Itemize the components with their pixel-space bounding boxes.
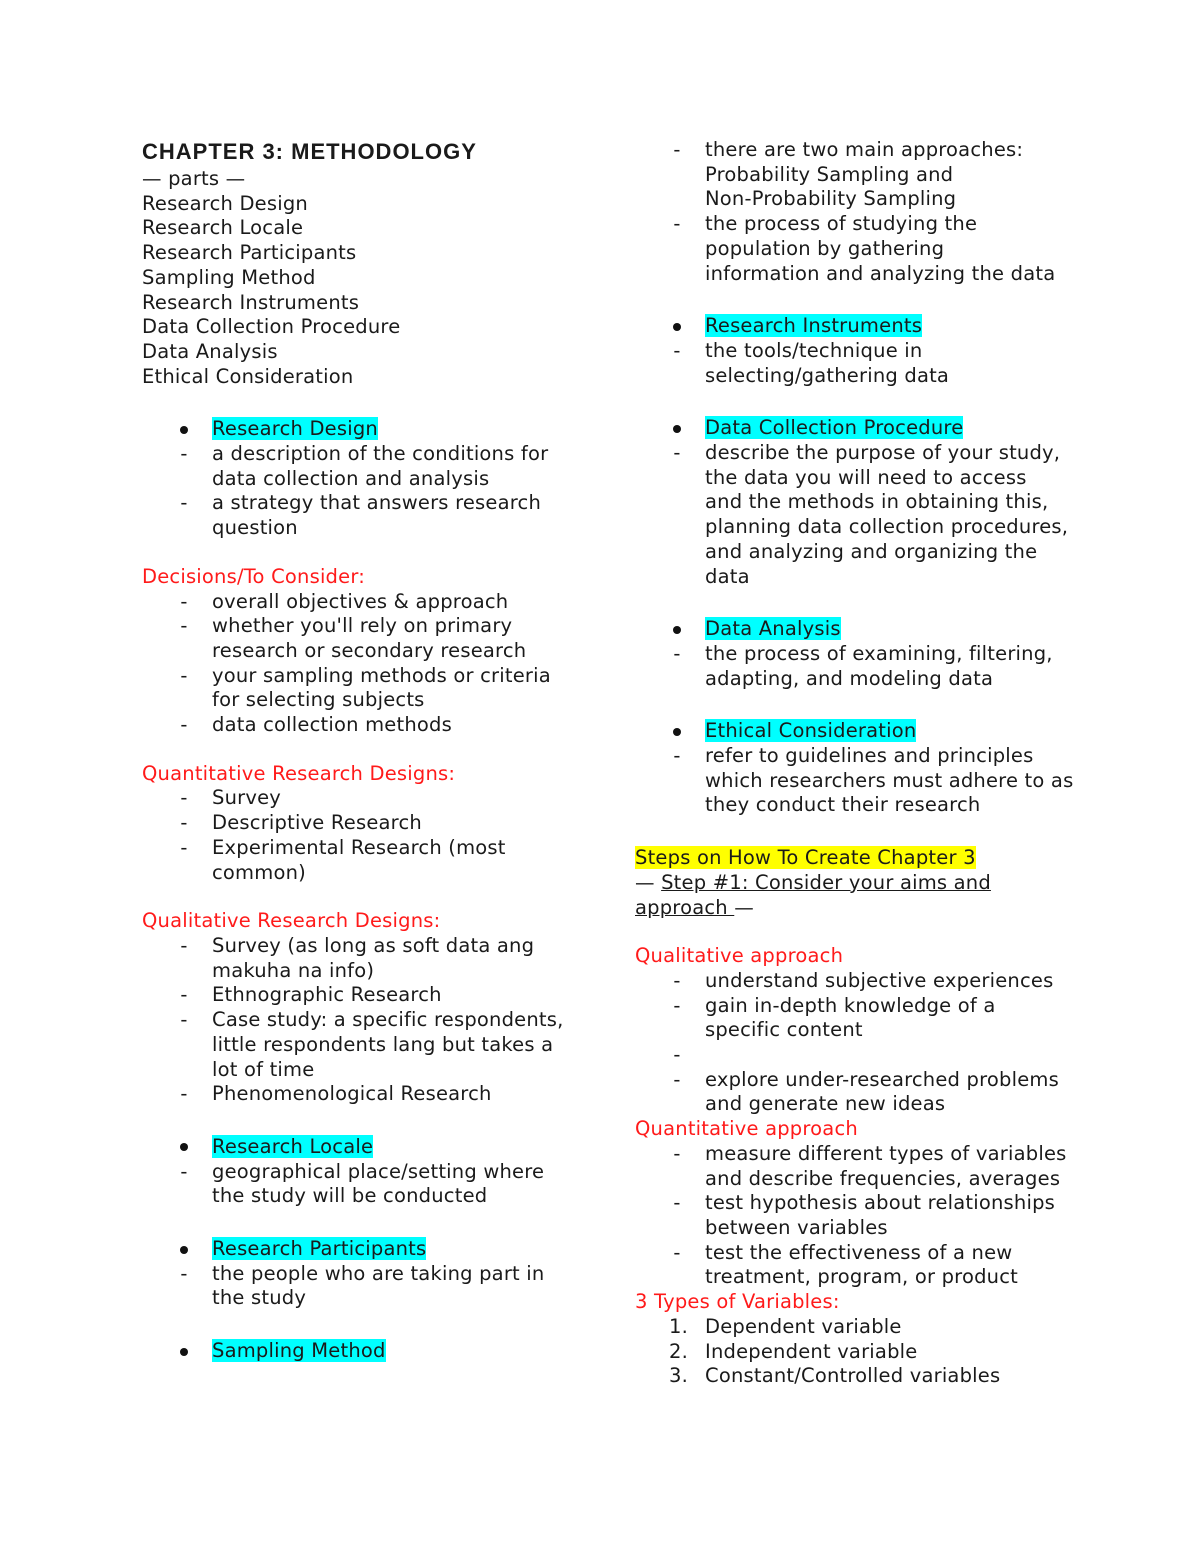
list-item-continuation: Probability Sampling and xyxy=(705,162,954,186)
part-item: Research Design xyxy=(142,191,308,215)
list-item: - whether you'll rely on primary xyxy=(180,614,513,638)
list-item-continuation: the study will be conducted xyxy=(212,1184,488,1208)
bullet-icon xyxy=(667,719,687,744)
list-item-continuation: makuha na info) xyxy=(212,958,375,982)
list-item: - a strategy that answers research xyxy=(180,491,542,515)
list-item-continuation: adapting, and modeling data xyxy=(705,666,994,690)
list-item: - the tools/technique in xyxy=(673,338,923,362)
list-item: - Ethnographic Research xyxy=(180,983,442,1007)
list-item-continuation: data xyxy=(705,564,750,588)
part-item: Sampling Method xyxy=(142,265,316,289)
list-item-continuation: selecting/gathering data xyxy=(705,363,950,387)
list-item-continuation: question xyxy=(212,516,298,540)
part-item: Ethical Consideration xyxy=(142,364,354,388)
right-column xyxy=(635,138,1075,1389)
list-item-continuation: which researchers must adhere to as xyxy=(705,768,1074,792)
list-item-continuation: the data you will need to access xyxy=(705,465,1027,489)
section-research-instruments xyxy=(635,314,1075,339)
part-item: Research Locale xyxy=(142,216,304,240)
list-item-continuation: for selecting subjects xyxy=(212,688,425,712)
section-data-analysis xyxy=(635,617,1075,642)
list-item: - geographical place/setting where xyxy=(180,1159,545,1183)
list-item: - the process of studying the xyxy=(673,212,978,236)
list-item: - Descriptive Research xyxy=(180,811,422,835)
list-item: - Phenomenological Research xyxy=(180,1082,492,1106)
variables-heading: 3 Types of Variables: xyxy=(635,1290,840,1314)
part-item: Research Instruments xyxy=(142,290,360,314)
list-item: - measure different types of variables xyxy=(673,1141,1067,1165)
section-research-design xyxy=(142,417,582,442)
list-item: - the process of examining, filtering, xyxy=(673,641,1053,665)
section-heading: Ethical Consideration xyxy=(705,719,917,743)
bullet-icon xyxy=(174,1339,194,1364)
decisions-heading: Decisions/To Consider: xyxy=(142,564,365,588)
list-item-continuation: treatment, program, or product xyxy=(705,1265,1019,1289)
list-item: - xyxy=(673,1043,681,1067)
section-ethical-consideration xyxy=(635,719,1075,744)
list-item: - explore under-researched problems xyxy=(673,1067,1059,1091)
list-item: - describe the purpose of your study, xyxy=(673,441,1061,465)
numbered-item: 2. Independent variable xyxy=(669,1339,918,1363)
part-item: Data Analysis xyxy=(142,339,278,363)
list-item: - Experimental Research (most xyxy=(180,835,506,859)
page-title: CHAPTER 3: METHODOLOGY xyxy=(142,139,477,164)
bullet-icon xyxy=(667,416,687,441)
list-item: - understand subjective experiences xyxy=(673,968,1054,992)
list-item: - test hypothesis about relationships xyxy=(673,1191,1056,1215)
section-heading: Data Analysis xyxy=(705,617,841,641)
qualitative-approach-heading: Qualitative approach xyxy=(635,944,844,968)
list-item: - Survey (as long as soft data ang xyxy=(180,933,535,957)
bullet-icon xyxy=(174,417,194,442)
section-research-participants xyxy=(142,1237,582,1262)
list-item: - Case study: a specific respondents, xyxy=(180,1008,564,1032)
list-item: - there are two main approaches: xyxy=(673,138,1024,161)
steps-heading-row xyxy=(635,846,1075,871)
bullet-icon xyxy=(667,314,687,339)
left-column xyxy=(142,138,582,1364)
list-item: - data collection methods xyxy=(180,713,452,737)
bullet-icon xyxy=(174,1237,194,1262)
step1-line: approach — xyxy=(635,895,754,919)
list-item: - a description of the conditions for xyxy=(180,442,549,466)
part-item: Research Participants xyxy=(142,241,357,265)
list-item-continuation: planning data collection procedures, xyxy=(705,515,1069,539)
section-heading: Research Locale xyxy=(212,1134,374,1158)
part-item: Data Collection Procedure xyxy=(142,315,401,339)
step1-line: — Step #1: Consider your aims and xyxy=(635,870,991,894)
section-heading: Research Design xyxy=(212,417,378,441)
bullet-icon xyxy=(667,617,687,642)
list-item: - Survey xyxy=(180,786,282,810)
list-item-continuation: Non-Probability Sampling xyxy=(705,187,957,211)
list-item: - overall objectives & approach xyxy=(180,589,509,613)
list-item: - gain in-depth knowledge of a xyxy=(673,993,996,1017)
section-sampling-method xyxy=(142,1339,582,1364)
numbered-item: 3. Constant/Controlled variables xyxy=(669,1364,1001,1388)
list-item-continuation: information and analyzing the data xyxy=(705,261,1056,285)
list-item: - your sampling methods or criteria xyxy=(180,663,551,687)
list-item-continuation: and the methods in obtaining this, xyxy=(705,490,1049,514)
list-item-continuation: and analyzing and organizing the xyxy=(705,539,1038,563)
list-item-continuation: little respondents lang but takes a xyxy=(212,1032,554,1056)
section-research-locale xyxy=(142,1135,582,1160)
list-item: - test the effectiveness of a new xyxy=(673,1240,1013,1264)
step1-text: Step #1: Consider your aims and xyxy=(661,870,991,894)
section-heading: Data Collection Procedure xyxy=(705,416,964,440)
list-item-continuation: specific content xyxy=(705,1018,863,1042)
list-item-continuation: population by gathering xyxy=(705,236,945,260)
list-item-continuation: data collection and analysis xyxy=(212,466,490,490)
list-item-continuation: research or secondary research xyxy=(212,638,527,662)
section-heading: Sampling Method xyxy=(212,1339,386,1363)
bullet-icon xyxy=(174,1135,194,1160)
steps-heading: Steps on How To Create Chapter 3 xyxy=(635,846,976,870)
list-item: - the people who are taking part in xyxy=(180,1261,545,1285)
list-item: - refer to guidelines and principles xyxy=(673,744,1034,768)
section-heading: Research Instruments xyxy=(705,314,923,338)
qualitative-designs-heading: Qualitative Research Designs: xyxy=(142,909,441,933)
list-item-continuation: and describe frequencies, averages xyxy=(705,1166,1061,1190)
quantitative-designs-heading: Quantitative Research Designs: xyxy=(142,761,456,785)
list-item-continuation: common) xyxy=(212,860,306,884)
list-item-continuation: between variables xyxy=(705,1216,888,1239)
list-item-continuation: and generate new ideas xyxy=(705,1092,946,1116)
numbered-item: 1. Dependent variable xyxy=(669,1314,902,1338)
section-heading: Research Participants xyxy=(212,1237,427,1261)
parts-label: — parts — xyxy=(142,167,246,190)
quantitative-approach-heading: Quantitative approach xyxy=(635,1117,858,1141)
list-item-continuation: the study xyxy=(212,1286,307,1310)
list-item-continuation: they conduct their research xyxy=(705,793,981,817)
section-data-collection xyxy=(635,416,1075,441)
list-item-continuation: lot of time xyxy=(212,1057,315,1081)
